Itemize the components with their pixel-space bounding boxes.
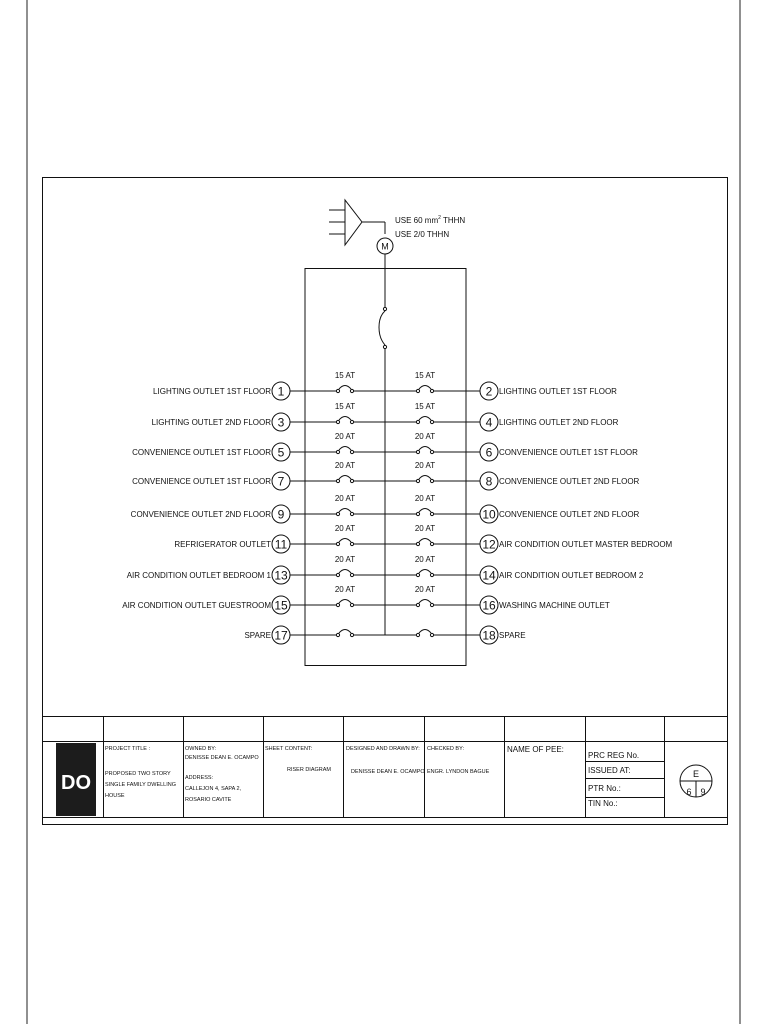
circuit-label-7: CONVENIENCE OUTLET 1ST FLOOR <box>132 477 271 486</box>
circuit-label-4: LIGHTING OUTLET 2ND FLOOR <box>499 418 619 427</box>
circuit-label-16: WASHING MACHINE OUTLET <box>499 601 610 610</box>
circuit-breaker-left-9 <box>336 630 353 637</box>
owned-by-value: DENISSE DEAN E. OCAMPO <box>185 755 259 761</box>
circuit-label-5: CONVENIENCE OUTLET 1ST FLOOR <box>132 448 271 457</box>
circuit-breaker-left-6 <box>336 539 353 546</box>
service-entrance-symbol <box>329 200 385 245</box>
circuit-number-3: 3 <box>277 415 285 430</box>
sheet-content-label: SHEET CONTENT: <box>265 746 313 752</box>
circuit-breaker-left-4 <box>336 476 353 483</box>
circuit-breaker-left-8 <box>336 600 353 607</box>
breaker-rating-right-1: 15 AT <box>414 371 436 380</box>
circuit-number-9: 9 <box>277 507 285 522</box>
issued-at-label: ISSUED AT: <box>588 766 631 775</box>
circuit-breaker-right-8 <box>416 600 433 607</box>
circuit-label-11: REFRIGERATOR OUTLET <box>174 540 271 549</box>
sheet-number: 6 <box>686 787 692 797</box>
breaker-rating-left-7: 20 AT <box>334 555 356 564</box>
circuit-breaker-right-2 <box>416 417 433 424</box>
circuit-number-10: 10 <box>482 507 496 522</box>
breaker-rating-right-8: 20 AT <box>414 585 436 594</box>
circuit-label-9: CONVENIENCE OUTLET 2ND FLOOR <box>130 510 271 519</box>
circuit-number-2: 2 <box>485 384 493 399</box>
breaker-rating-left-4: 20 AT <box>334 461 356 470</box>
sheet-content-value: RISER DIAGRAM <box>286 767 332 773</box>
circuit-number-15: 15 <box>274 598 288 613</box>
supply-note-line2: USE 2/0 THHN <box>395 230 450 239</box>
breaker-rating-left-2: 15 AT <box>334 402 356 411</box>
circuit-breaker-right-1 <box>416 386 433 393</box>
breaker-rating-right-5: 20 AT <box>414 494 436 503</box>
circuit-breaker-left-3 <box>336 447 353 454</box>
ptr-no-label: PTR No.: <box>588 784 621 793</box>
circuit-breaker-right-9 <box>416 630 433 637</box>
breaker-rating-left-6: 20 AT <box>334 524 356 533</box>
project-title-line3: HOUSE <box>105 793 125 799</box>
circuit-number-17: 17 <box>274 628 288 643</box>
circuit-breaker-right-5 <box>416 509 433 516</box>
project-title-label: PROJECT TITLE : <box>105 746 151 752</box>
circuit-breaker-right-4 <box>416 476 433 483</box>
address-line2: ROSARIO CAVITE <box>185 797 232 803</box>
circuit-number-14: 14 <box>482 568 496 583</box>
sheet-letter: E <box>692 769 700 779</box>
circuit-breaker-left-7 <box>336 570 353 577</box>
breaker-rating-right-3: 20 AT <box>414 432 436 441</box>
owned-by-label: OWNED BY: <box>185 746 217 752</box>
circuit-label-12: AIR CONDITION OUTLET MASTER BEDROOM <box>499 540 673 549</box>
breaker-rating-right-2: 15 AT <box>414 402 436 411</box>
circuit-label-3: LIGHTING OUTLET 2ND FLOOR <box>151 418 271 427</box>
circuit-breaker-left-5 <box>336 509 353 516</box>
circuit-label-15: AIR CONDITION OUTLET GUESTROOM <box>122 601 271 610</box>
circuit-number-4: 4 <box>485 415 493 430</box>
firm-logo-text: DO <box>61 772 91 794</box>
circuit-number-6: 6 <box>485 445 493 460</box>
breaker-rating-right-7: 20 AT <box>414 555 436 564</box>
tin-no-label: TIN No.: <box>588 799 618 808</box>
designed-by-label: DESIGNED AND DRAWN BY: <box>346 746 420 752</box>
breaker-rating-left-8: 20 AT <box>334 585 356 594</box>
prc-reg-label: PRC REG No. <box>588 751 640 760</box>
branch-circuits <box>122 371 672 644</box>
designed-by-value: DENISSE DEAN E. OCAMPO <box>351 769 425 775</box>
circuit-number-8: 8 <box>485 474 493 489</box>
circuit-label-1: LIGHTING OUTLET 1ST FLOOR <box>153 387 271 396</box>
circuit-label-17: SPARE <box>244 631 271 640</box>
breaker-rating-left-3: 20 AT <box>334 432 356 441</box>
pee-name-label: NAME OF PEE: <box>507 745 564 754</box>
circuit-number-1: 1 <box>277 384 285 399</box>
breaker-rating-right-6: 20 AT <box>414 524 436 533</box>
breaker-rating-left-5: 20 AT <box>334 494 356 503</box>
circuit-label-2: LIGHTING OUTLET 1ST FLOOR <box>499 387 617 396</box>
breaker-rating-left-1: 15 AT <box>334 371 356 380</box>
circuit-number-5: 5 <box>277 445 285 460</box>
address-line1: CALLEJON 4, SAPA 2, <box>185 786 242 792</box>
circuit-label-6: CONVENIENCE OUTLET 1ST FLOOR <box>499 448 638 457</box>
circuit-number-11: 11 <box>274 537 288 552</box>
circuit-label-18: SPARE <box>499 631 526 640</box>
address-label: ADDRESS: <box>185 775 214 781</box>
checked-by-label: CHECKED BY: <box>427 746 464 752</box>
circuit-label-10: CONVENIENCE OUTLET 2ND FLOOR <box>499 510 640 519</box>
circuit-label-13: AIR CONDITION OUTLET BEDROOM 1 <box>126 571 271 580</box>
sheet-total: 9 <box>700 787 706 797</box>
circuit-breaker-right-3 <box>416 447 433 454</box>
circuit-breaker-right-7 <box>416 570 433 577</box>
supply-note-line1: USE 60 $mm^2$ THHN <box>395 215 466 225</box>
circuit-number-18: 18 <box>482 628 496 643</box>
circuit-number-16: 16 <box>482 598 496 613</box>
breaker-rating-right-4: 20 AT <box>414 461 436 470</box>
project-title-line2: SINGLE FAMILY DWELLING <box>105 782 177 788</box>
circuit-number-7: 7 <box>277 474 285 489</box>
circuit-label-14: AIR CONDITION OUTLET BEDROOM 2 <box>499 571 644 580</box>
meter-label: M <box>381 241 389 252</box>
circuit-breaker-right-6 <box>416 539 433 546</box>
circuit-breaker-left-2 <box>336 417 353 424</box>
circuit-number-13: 13 <box>274 568 288 583</box>
checked-by-value: ENGR. LYNDON BAGUE <box>427 769 490 775</box>
circuit-number-12: 12 <box>482 537 496 552</box>
project-title-line1: PROPOSED TWO STORY <box>105 771 171 777</box>
circuit-breaker-left-1 <box>336 386 353 393</box>
circuit-label-8: CONVENIENCE OUTLET 2ND FLOOR <box>499 477 640 486</box>
